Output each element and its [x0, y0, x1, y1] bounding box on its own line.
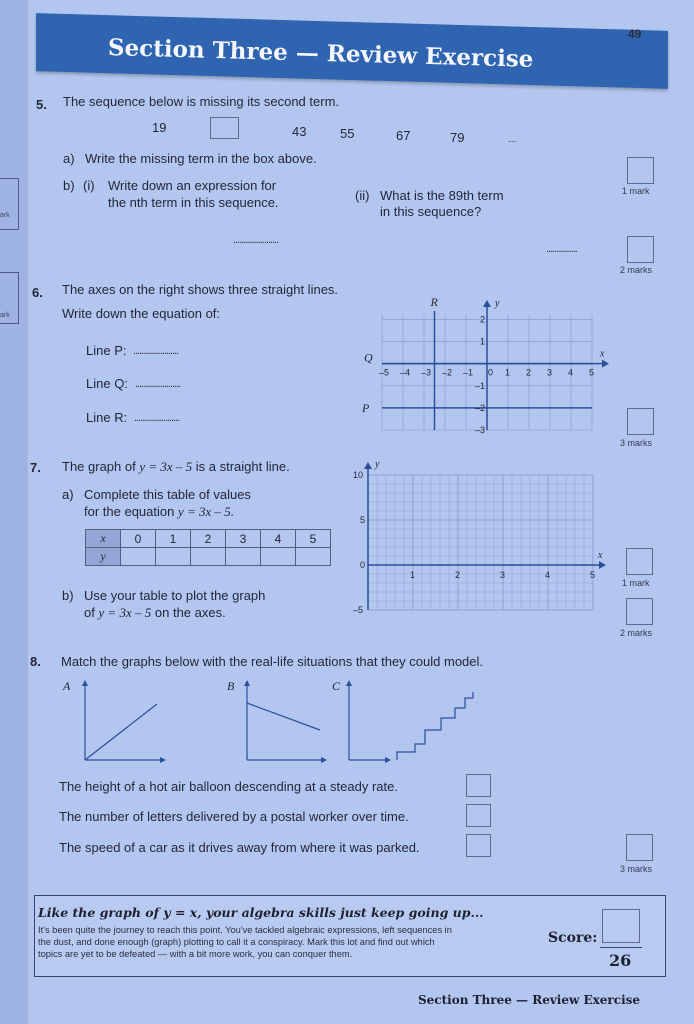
- x-axis-arrow-icon: [602, 360, 609, 368]
- sequence-term: 43: [292, 124, 307, 139]
- equation: y = 3x – 5: [139, 459, 193, 474]
- marks-box[interactable]: [627, 408, 654, 435]
- x-value: 2: [191, 530, 226, 548]
- x-tick-label: 4: [545, 570, 551, 580]
- margin-fragment: ark: [0, 312, 10, 319]
- part-b-ii-text: in this sequence?: [380, 204, 482, 219]
- y-tick-label: 2: [480, 314, 486, 325]
- x-axis-arrow-icon: [599, 561, 606, 569]
- question-instruction: Write down the equation of:: [62, 306, 221, 321]
- graph-c-steps: [395, 676, 505, 766]
- y-value-cell[interactable]: [261, 548, 296, 566]
- running-footer: Section Three — Review Exercise: [418, 993, 641, 1007]
- x-axis-label: x: [600, 348, 605, 360]
- y-tick-label: –1: [475, 380, 486, 391]
- line-q-label: Line Q:: [86, 376, 128, 391]
- x-tick-label: 4: [568, 367, 574, 378]
- x-value: 4: [261, 530, 296, 548]
- y-axis-label: y: [495, 298, 500, 309]
- graph-a-line: [85, 704, 157, 760]
- x-tick-label: –3: [421, 367, 432, 378]
- y-tick-label: –5: [353, 605, 364, 615]
- line-p-label: P: [362, 400, 370, 415]
- x-tick-label: 5: [589, 367, 595, 378]
- y-tick-label: 1: [480, 336, 486, 347]
- x-header: x: [86, 530, 121, 548]
- x-tick-label: 1: [410, 570, 416, 580]
- question-prompt: The sequence below is missing its second term.: [63, 94, 340, 109]
- part-label: (ii): [355, 188, 370, 203]
- equation: y = 3x – 5: [98, 605, 152, 620]
- line-q-answer[interactable]: ......................: [135, 378, 181, 390]
- score-total: 26: [609, 951, 632, 970]
- x-value: 5: [296, 530, 331, 548]
- marks-label: 1 mark: [622, 578, 650, 588]
- marks-label: 3 marks: [620, 438, 653, 448]
- question-prompt: Match the graphs below with the real-life situations that they could model.: [61, 654, 484, 669]
- table-row: [86, 548, 331, 566]
- arrow-up-icon: [244, 680, 250, 686]
- sequence-term: 67: [396, 128, 411, 143]
- part-a-text: Complete this table of values: [84, 487, 251, 502]
- prompt-text: is a straight line.: [192, 459, 290, 474]
- graph-c-step-line: [397, 692, 473, 760]
- answer-line[interactable]: ...............: [546, 243, 577, 255]
- part-label: b): [62, 588, 74, 603]
- part-label: a): [63, 151, 75, 166]
- x-tick-label: 2: [455, 570, 461, 580]
- sequence-ellipsis: ...: [508, 134, 517, 145]
- graph-b-line: [247, 703, 320, 730]
- situation-text: The speed of a car as it drives away from where it was parked.: [59, 840, 420, 855]
- x-axis-label: x: [598, 550, 603, 561]
- line-r-label: Line R:: [86, 410, 128, 425]
- graph-c: [332, 679, 391, 763]
- text: of: [84, 605, 99, 620]
- values-table: [85, 529, 331, 566]
- marks-box[interactable]: [626, 598, 653, 625]
- sequence-term: 19: [152, 120, 167, 135]
- x-value: 0: [121, 530, 156, 548]
- x-tick-label: 2: [526, 367, 532, 378]
- sequence-term: 55: [340, 126, 355, 141]
- marks-label: 3 marks: [620, 864, 653, 874]
- marks-box[interactable]: [627, 157, 654, 184]
- x-value: 1: [156, 530, 191, 548]
- part-b-text: [84, 605, 226, 621]
- part-label: b): [63, 178, 75, 193]
- y-value-cell[interactable]: [121, 548, 156, 566]
- y-value-cell[interactable]: [296, 548, 331, 566]
- part-b-ii-text: What is the 89th term: [380, 188, 504, 203]
- summary-line: It's been quite the journey to reach this point. You've tackled algebraic expressions, left sequences in: [38, 925, 452, 935]
- table-row: [86, 530, 331, 548]
- summary-body: [38, 924, 452, 960]
- margin-mark-box: [0, 178, 19, 230]
- arrow-right-icon: [160, 757, 166, 763]
- x-tick-label: –1: [463, 367, 474, 378]
- situation-text: The height of a hot air balloon descending at a steady rate.: [59, 779, 398, 794]
- q7-plot-axes[interactable]: [340, 455, 620, 625]
- question-number: 5.: [36, 97, 47, 112]
- part-a-text: [84, 504, 234, 520]
- arrow-right-icon: [385, 757, 391, 763]
- line-p-answer[interactable]: ......................: [133, 345, 179, 357]
- y-tick-label: 10: [353, 470, 364, 480]
- part-b-i-text: the nth term in this sequence.: [108, 195, 279, 210]
- line-q-label: Q: [364, 350, 373, 365]
- arrow-up-icon: [82, 680, 88, 686]
- y-tick-label: –2: [475, 402, 486, 413]
- question-number: 6.: [32, 285, 43, 300]
- page-number: 49: [628, 27, 642, 41]
- line-r-label: R: [430, 295, 438, 309]
- text: on the axes.: [151, 605, 226, 620]
- x-tick-label: 1: [505, 367, 511, 378]
- arrow-right-icon: [321, 757, 327, 763]
- x-tick-label: 3: [500, 570, 506, 580]
- marks-label: 2 marks: [620, 265, 653, 275]
- book-spine: [0, 0, 30, 1024]
- situation-answer-box[interactable]: [466, 804, 491, 827]
- part-b-text: Use your table to plot the graph: [84, 588, 266, 603]
- score-divider: [600, 947, 642, 948]
- sequence-term: 79: [450, 130, 465, 145]
- question-number: 8.: [30, 654, 41, 669]
- graph-a-label: A: [63, 679, 71, 693]
- tick-labels: [353, 470, 595, 615]
- x-tick-label: –5: [379, 367, 390, 378]
- y-value-cell[interactable]: [226, 548, 261, 566]
- marks-box[interactable]: [627, 236, 654, 263]
- part-label: a): [62, 487, 74, 502]
- page-title: Section Three — Review Exercise: [107, 34, 534, 73]
- y-tick-label: –3: [475, 425, 486, 435]
- y-value-cell[interactable]: [191, 548, 226, 566]
- graph-a: [62, 679, 166, 763]
- y-value-cell[interactable]: [156, 548, 191, 566]
- line-r-answer[interactable]: ......................: [134, 412, 180, 424]
- graph-c-label: C: [332, 679, 341, 693]
- text: for the equation: [84, 504, 178, 519]
- score-label: Score:: [548, 930, 598, 946]
- q6-axes-graph: [360, 295, 620, 435]
- situation-answer-box[interactable]: [466, 834, 491, 857]
- x-value: 3: [226, 530, 261, 548]
- score-box[interactable]: [602, 909, 640, 943]
- y-header: y: [86, 548, 121, 566]
- x-tick-label: 0: [488, 367, 494, 378]
- arrow-up-icon: [346, 680, 352, 686]
- x-tick-label: 5: [590, 570, 596, 580]
- marks-label: 2 marks: [620, 628, 653, 638]
- summary-heading: Like the graph of y = x, your algebra skills just keep going up...: [38, 905, 484, 920]
- prompt-text: The graph of: [62, 459, 140, 474]
- question-number: 7.: [30, 460, 41, 475]
- part-label: (i): [83, 178, 95, 193]
- x-tick-label: –2: [442, 367, 453, 378]
- answer-line[interactable]: ......................: [233, 234, 279, 246]
- y-tick-label: 5: [360, 515, 366, 525]
- line-p-label: Line P:: [86, 343, 127, 358]
- situation-text: The number of letters delivered by a postal worker over time.: [59, 809, 409, 824]
- q8-sketch-graphs: [55, 676, 395, 766]
- part-a-text: Write the missing term in the box above.: [85, 151, 317, 166]
- question-prompt: [62, 459, 290, 475]
- marks-box[interactable]: [626, 834, 653, 861]
- x-tick-label: 3: [547, 367, 553, 378]
- summary-line: the dust, and done enough (graph) plotting to call it a conspiracy. Mark this lot and find out which: [38, 937, 435, 947]
- grid: [368, 475, 596, 610]
- graph-b-label: B: [227, 679, 235, 693]
- summary-line: topics are yet to be defeated — with a bit more work, you can conquer them.: [38, 949, 353, 959]
- graph-b: [227, 679, 327, 763]
- y-axis-label: y: [375, 459, 380, 470]
- marks-box[interactable]: [626, 548, 653, 575]
- x-tick-label: –4: [400, 367, 411, 378]
- situation-answer-box[interactable]: [466, 774, 491, 797]
- margin-fragment: ark: [0, 212, 10, 219]
- missing-term-answer-box[interactable]: [210, 117, 239, 139]
- equation: y = 3x – 5.: [177, 504, 235, 519]
- y-tick-label: 0: [360, 560, 366, 570]
- y-axis-arrow-icon: [483, 300, 491, 307]
- y-axis-arrow-icon: [364, 462, 372, 469]
- marks-label: 1 mark: [622, 186, 650, 196]
- question-prompt: The axes on the right shows three straight lines.: [62, 282, 339, 297]
- part-b-i-text: Write down an expression for: [108, 178, 277, 193]
